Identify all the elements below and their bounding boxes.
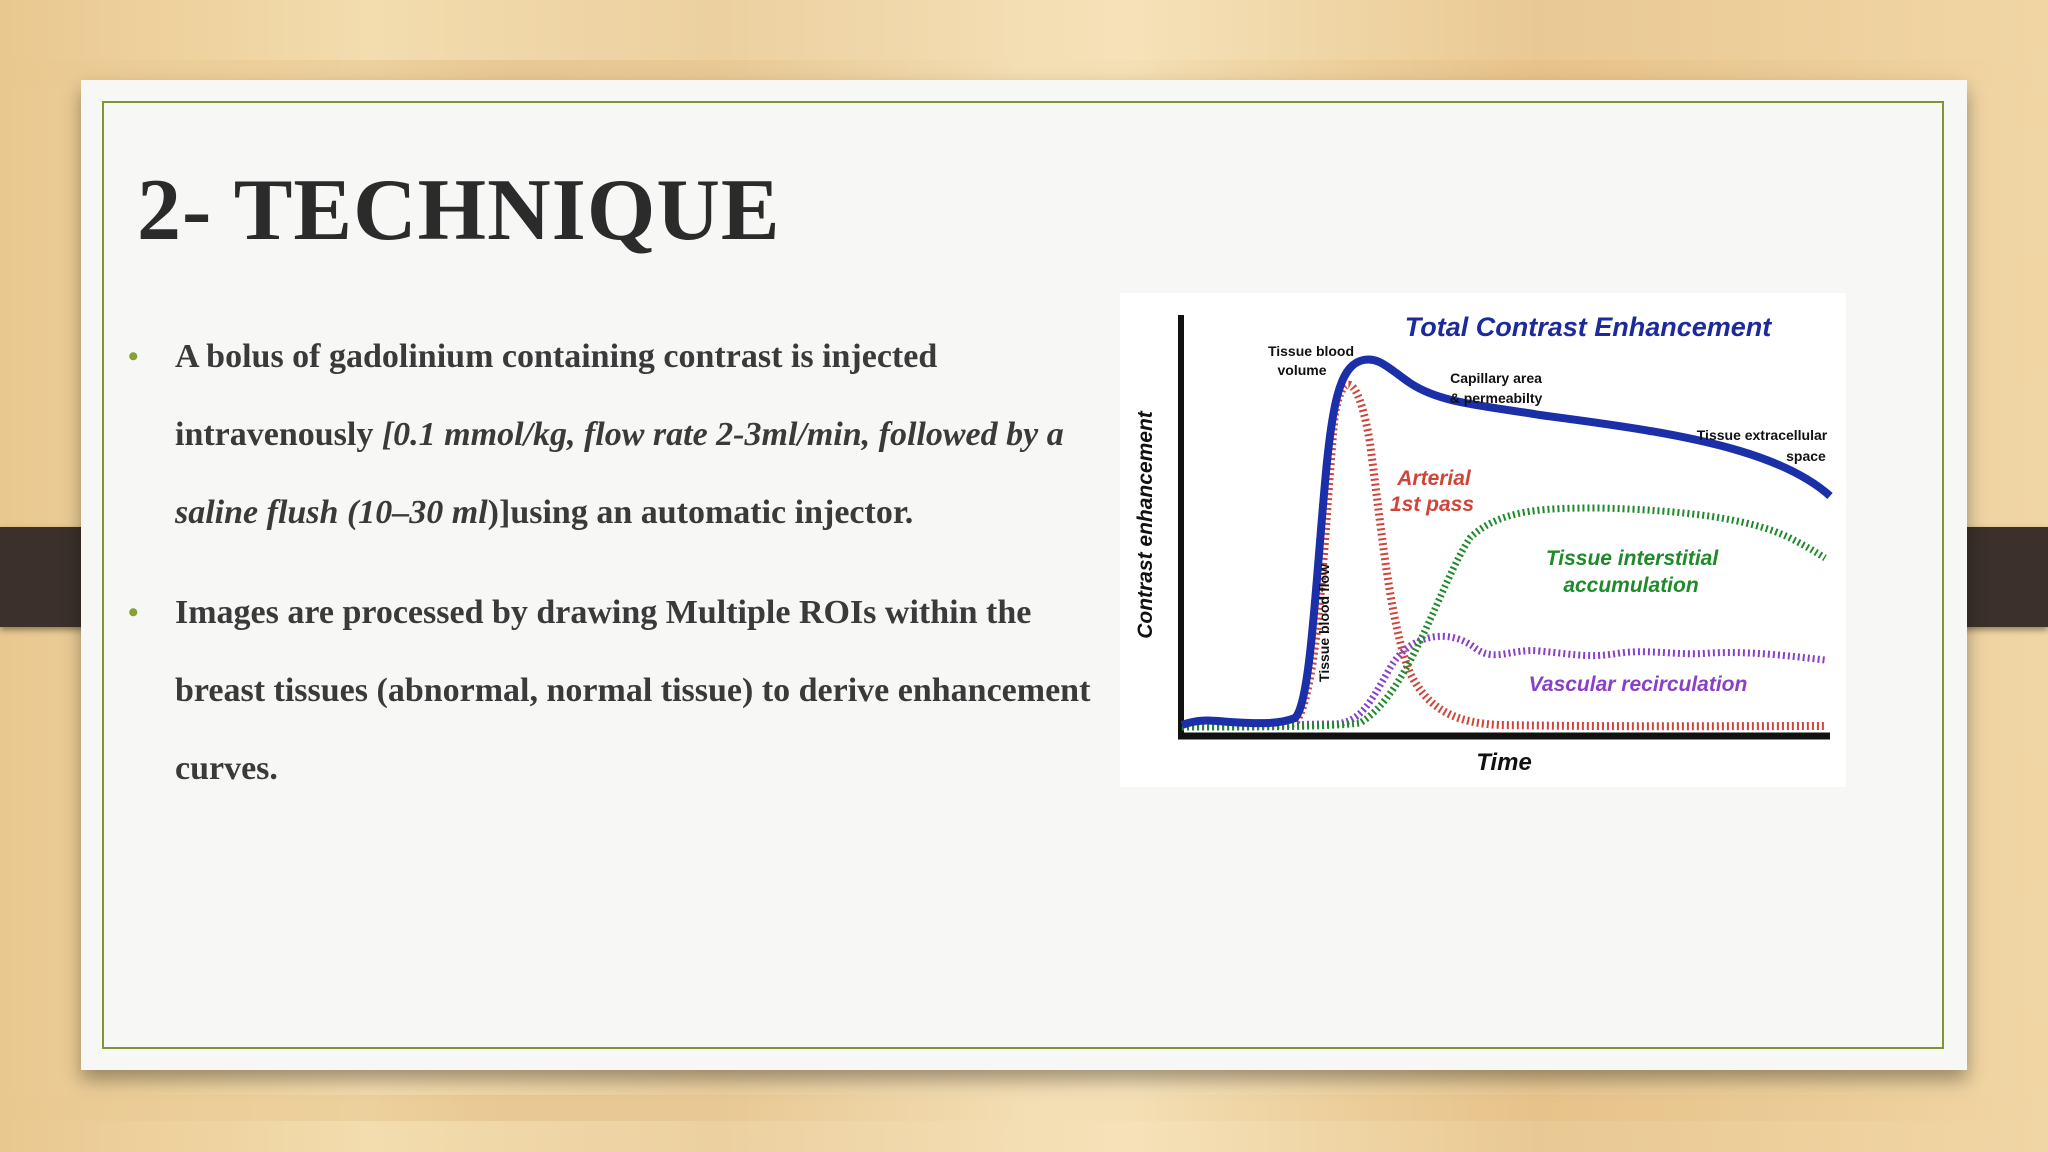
enhancement-diagram-svg (1120, 293, 1846, 787)
label-capillary-2: & permeabilty (1449, 390, 1543, 406)
bullet-dot-icon: • (128, 596, 139, 629)
label-tissue-blood-volume: Tissue blood (1267, 343, 1355, 359)
label-vascular: Vascular recirculation (1528, 673, 1748, 696)
diagram-title: Total Contrast Enhancement (1404, 312, 1772, 342)
x-axis-label: Time (1476, 749, 1532, 776)
bullet-text: Images are processed by drawing Multiple ROIs within the breast tissues (abnormal, normal tissue) to derive enhancement curves. (175, 594, 1091, 787)
bullet-text: A bolus of gadolinium containing contrast is injected intravenously (175, 338, 938, 453)
label-extracellular-2: space (1786, 448, 1826, 464)
bullet-item (128, 574, 1105, 808)
total-enhancement-curve (1182, 360, 1830, 725)
label-tissue-blood-volume-2: volume (1277, 362, 1327, 378)
bullet-item (128, 318, 1105, 552)
slide-title: 2- TECHNIQUE (137, 162, 781, 259)
label-arterial-2: 1st pass (1389, 493, 1475, 516)
bullet-text-suffix: )]using an automatic injector. (487, 494, 914, 531)
y-axis-label: Contrast enhancement (1134, 411, 1157, 639)
label-interstitial: Tissue interstitial (1545, 547, 1719, 570)
enhancement-diagram (1120, 293, 1846, 787)
bullet-list (128, 318, 1105, 808)
label-blood-flow: Tissue blood flow (1316, 564, 1332, 682)
label-interstitial-2: accumulation (1563, 574, 1699, 597)
label-extracellular: Tissue extracellular (1696, 427, 1828, 443)
bullet-text-italic: [0.1 mmol/kg, flow rate 2-3ml/min, followed by a saline flush (10–30 ml (175, 416, 1064, 531)
label-arterial: Arterial (1397, 467, 1471, 490)
bullet-dot-icon: • (128, 340, 139, 373)
label-capillary: Capillary area (1450, 370, 1542, 386)
